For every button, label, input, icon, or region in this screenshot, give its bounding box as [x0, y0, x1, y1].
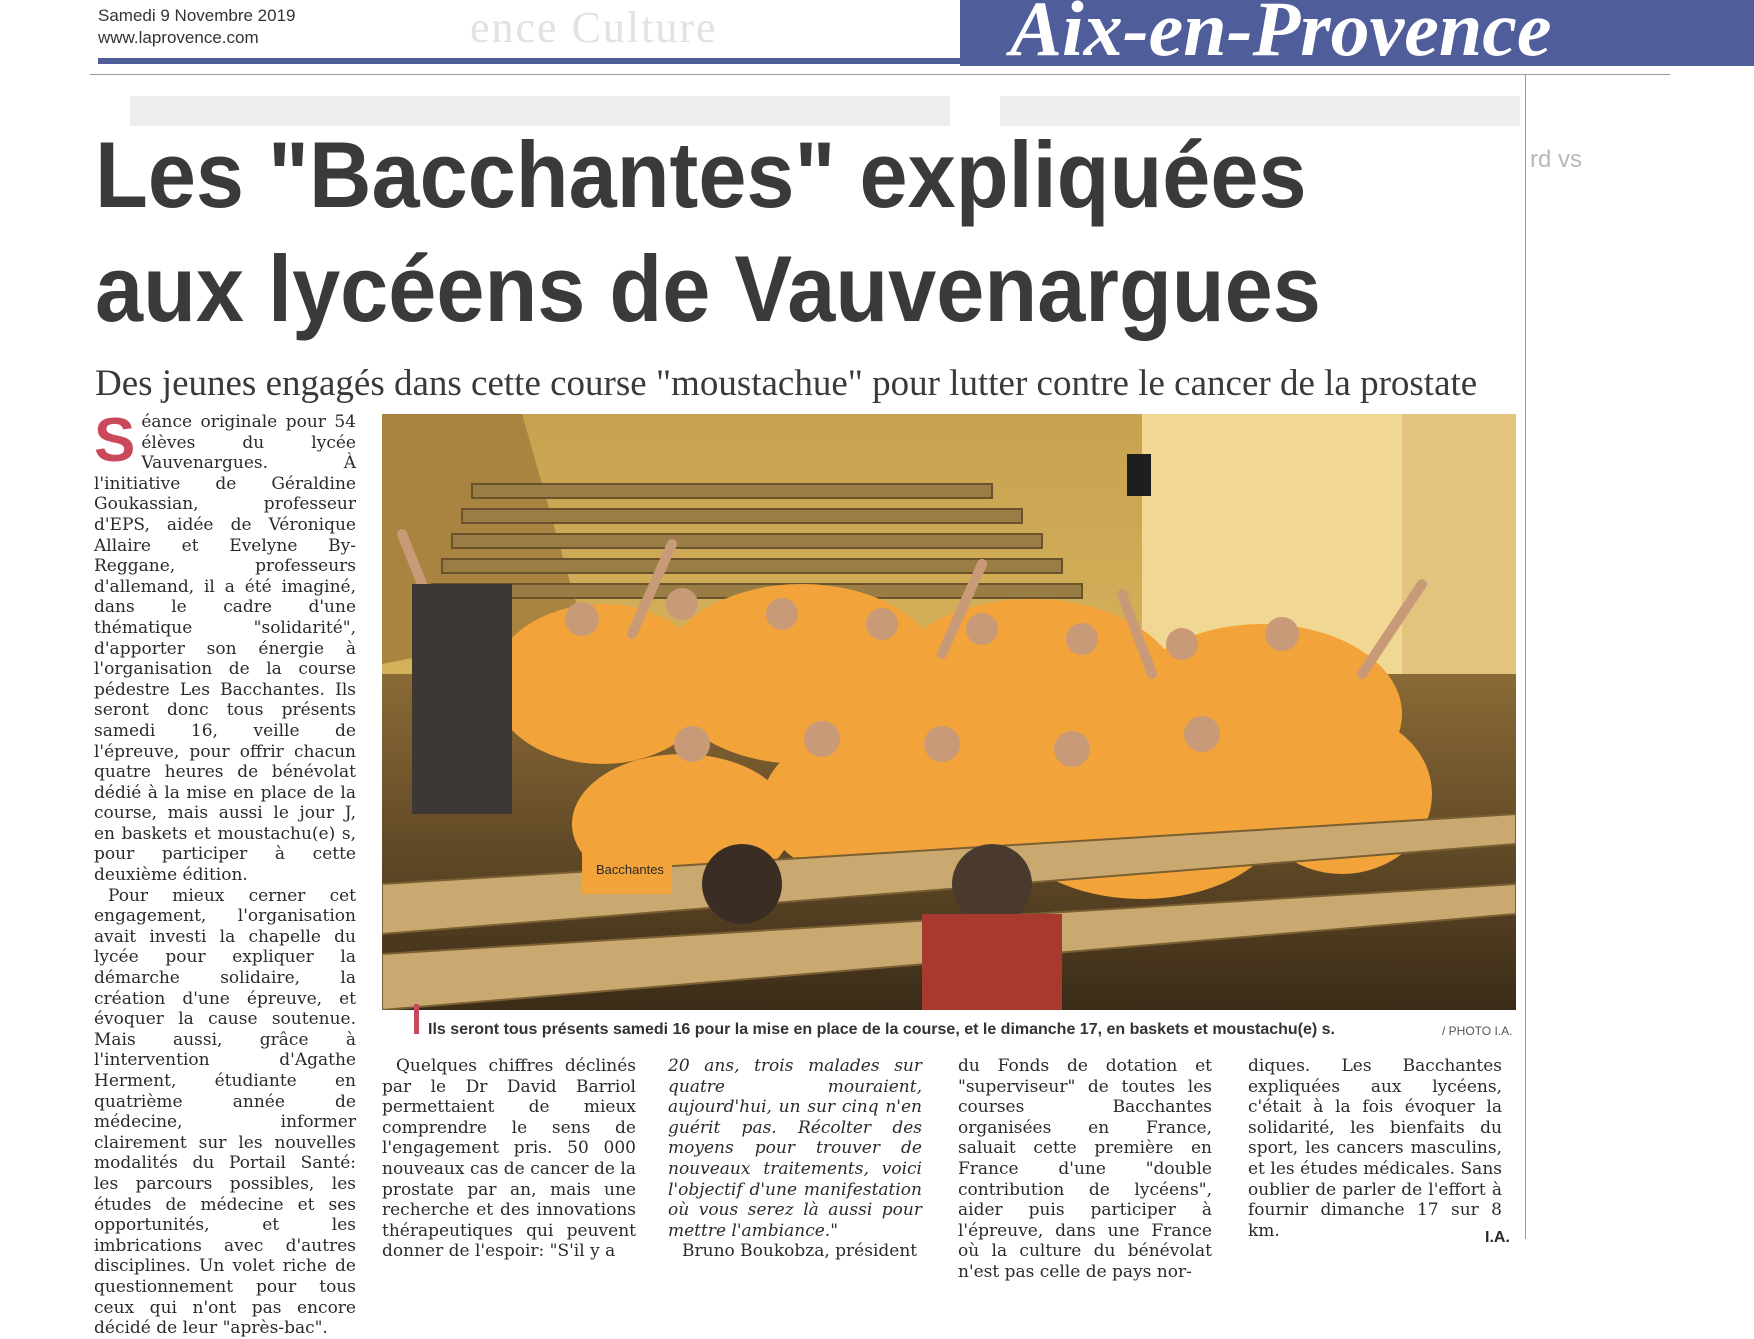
edition-date: Samedi 9 Novembre 2019: [98, 6, 296, 25]
headline: [95, 118, 1411, 346]
column-2-text: Quelques chiffres déclinés par le Dr David Barriol permettaient de mieux comprendre le sens de l'engagement pris. 50 000 nouveaux cas de cancer de la prostate par an, mais une recherche et des innovations thérapeutiques qui peuvent donner de l'espoir: "S'il y a: [382, 1056, 636, 1262]
caption-marker: [414, 1004, 419, 1034]
headline-line-1: Les "Bacchantes" expliquées: [95, 122, 1307, 227]
drop-cap: S: [94, 406, 136, 475]
headline-line-2: aux lycéens de Vauvenargues: [95, 236, 1321, 341]
page-rule: [90, 74, 1670, 75]
subheadline: Des jeunes engagés dans cette course "moustachue" pour lutter contre le cancer de la prostate: [95, 363, 1478, 404]
article-column-4: [958, 1056, 1212, 1283]
article-column-5: [1248, 1056, 1502, 1241]
show-through-text: ence Culture: [470, 3, 718, 52]
column-4-text: du Fonds de dotation et "superviseur" de toutes les courses Bacchantes organisées en France, saluait cette première en France d'une "double contribution de lycéens", aider puis participer à l'épreuve, dans une France où la culture du bénévolat n'est pas celle de pays nor-: [958, 1056, 1212, 1282]
audience-red-jacket: [922, 914, 1062, 1010]
adjacent-article-fragment: rd vs: [1530, 146, 1583, 173]
photo-credit: / PHOTO I.A.: [1442, 1024, 1513, 1038]
paragraph-2: Pour mieux cerner cet engagement, l'organisation avait investi la chapelle du lycée pour expliquer la démarche solidaire, la création d'une épreuve, et évoquer la cause soutenue. Mais aussi, grâce à l'intervention d'Agathe Herment, étudiante en quatrième année de médecine, informer clairement sur les nouvelles modalités du Portail Santé: les parcours possibles, les études de médecine et ses opportunités, et les imbrications avec d'autres disciplines. Un volet riche de questionnement pour tous ceux qui n'ont pas encore décidé de leur "après-bac".: [94, 885, 356, 1339]
website-url: www.laprovence.com: [98, 28, 259, 47]
paragraph-1-text: éance originale pour 54 élèves du lycée Vauvenargues. À l'initiative de Géraldine Goukassian, professeur d'EPS, aidée de Véronique Allaire et Evelyne By-Reggane, professeurs d'allemand, il a été imaginé, dans le cadre d'une thématique "solidarité", d'apporter son énergie à l'organisation de la course pédestre Les Bacchantes. Ils seront donc tous présents samedi 16, veille de l'épreuve, pour offrir chacun quatre heures de bénévolat dédié à la mise en place de la course, mais aussi le jour J, en baskets et moustachu(e) s, pour participer à cette deuxième édition.: [94, 412, 356, 886]
audience-head-left: [702, 844, 782, 924]
column-5-text: diques. Les Bacchantes expliquées aux lycéens, c'était à la fois évoquer la solidarité, les bienfaits du sport, les cancers masculins, et les études médicales. Sans oublier de parler de l'effort à fournir dimanche 17 sur 8 km.: [1248, 1056, 1502, 1241]
article-column-2: [382, 1056, 636, 1262]
header-rule: [98, 58, 962, 64]
article-column-1: [94, 406, 356, 1339]
photo-caption: Ils seront tous présents samedi 16 pour la mise en place de la course, et le dimanche 17, en baskets et moustachu(e) s.: [428, 1021, 1335, 1038]
column-3-text: 20 ans, trois malades sur quatre mouraient, aujourd'hui, un sur cinq n'en guérit pas. Récolter des moyens pour trouver de nouveaux traitements, voici l'objectif d'une manifestation où vous serez là aussi pour mettre l'ambiance.": [668, 1056, 922, 1241]
teacher-figure: [412, 584, 512, 814]
section-banner: [960, 0, 1754, 66]
author-signature: I.A.: [1485, 1229, 1510, 1246]
column-rule: [1525, 74, 1526, 1239]
audience-head-right: [952, 844, 1032, 924]
shirt-text: Bacchantes: [596, 862, 664, 877]
classroom-photo: [382, 414, 1516, 1010]
speaker: [1127, 454, 1151, 496]
section-title: Aix-en-Provence: [1010, 0, 1552, 66]
paragraph-1: [94, 406, 356, 886]
column-3-tail: Bruno Boukobza, président: [682, 1241, 918, 1262]
article-column-3: [668, 1056, 922, 1262]
